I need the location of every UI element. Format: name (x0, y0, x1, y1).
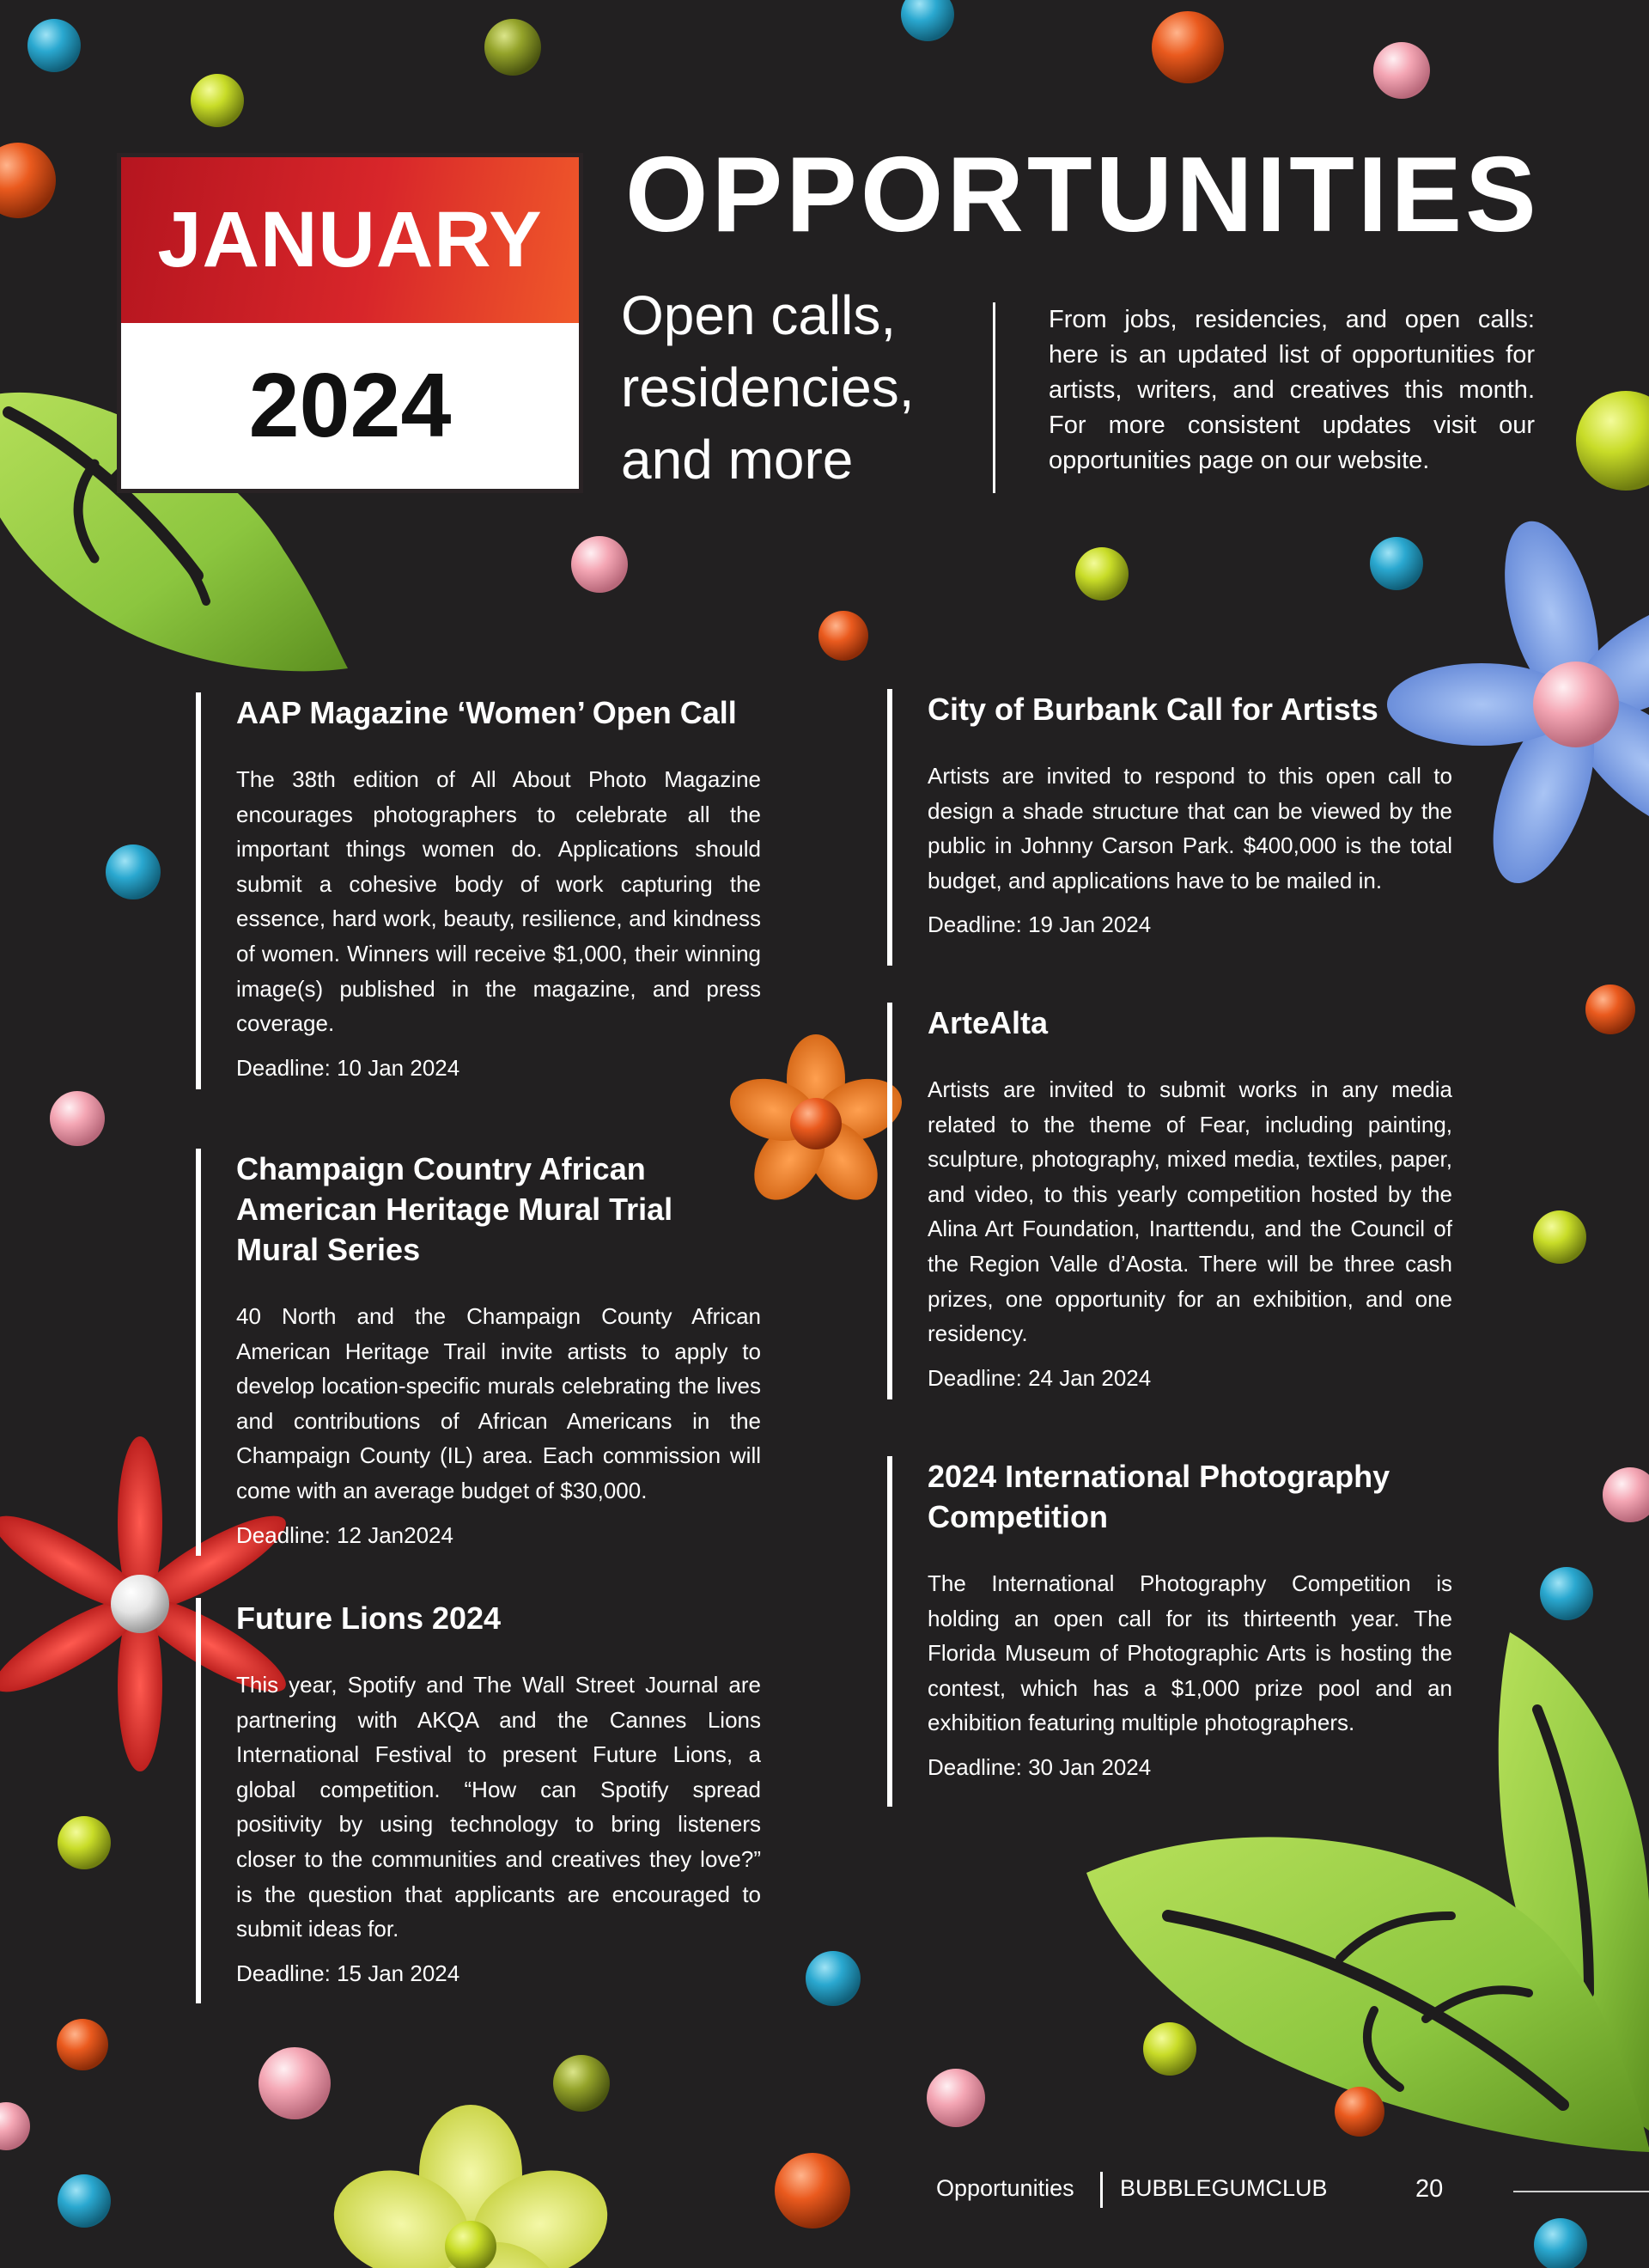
article-champaign-mural (196, 1149, 761, 1556)
article-body: The International Photography Competition is holding an open call for its thirteenth year. The Florida Museum of Photographic Arts is hosting the contest, which has a $1,000 prize pool and an exhibition featuring multiple photographers. (928, 1570, 1452, 1736)
article-deadline: Deadline: 12 Jan2024 (236, 1521, 453, 1548)
article-future-lions (196, 1598, 761, 2003)
article-burbank (887, 689, 1452, 966)
footer-divider (1100, 2172, 1103, 2208)
article-body: Artists are invited to submit works in any media related to the theme of Fear, including painting, sculpture, photography, mixed media, textiles, paper, and video, to this yearly competition hosted by the Alina Art Foundation, Inarttendu, and the Council of the Region Valle d’Aosta. There will be three cash prizes, one opportunity for an exhibition, and one residency. (928, 1076, 1452, 1347)
footer-section-name: Opportunities (936, 2175, 1074, 2201)
footer-rule (1513, 2191, 1649, 2192)
calendar-month: JANUARY (157, 196, 543, 284)
article-heading: ArteAlta (928, 1005, 1049, 1040)
article-body: 40 North and the Champaign County African American Heritage Trail invite artists to apply to develop location-specific murals celebrating the lives and contributions of African Americans in the Champaign County (IL) area. Each commission will come with an average budget of $30,000. (236, 1303, 761, 1503)
calendar-year: 2024 (248, 355, 452, 456)
article-deadline: Deadline: 10 Jan 2024 (236, 1054, 460, 1081)
article-heading: Champaign Country African American Heritage Mural Trial Mural Series (236, 1151, 673, 1267)
calendar-block (117, 153, 583, 493)
footer-brand: BUBBLEGUMCLUB (1120, 2175, 1328, 2201)
page-number: 20 (1415, 2175, 1444, 2203)
article-deadline: Deadline: 30 Jan 2024 (928, 1753, 1152, 1780)
article-artealta (887, 1003, 1452, 1399)
article-heading: Future Lions 2024 (236, 1600, 502, 1636)
article-aap-magazine (196, 692, 761, 1089)
article-intl-photography (887, 1456, 1452, 1807)
page-subtitle: Open calls, residencies, and more (621, 284, 915, 491)
article-deadline: Deadline: 24 Jan 2024 (928, 1364, 1152, 1391)
article-deadline: Deadline: 15 Jan 2024 (236, 1960, 460, 1986)
calendar-month-panel (117, 153, 583, 323)
page-title: OPPORTUNITIES (625, 136, 1540, 254)
article-heading: City of Burbank Call for Artists (928, 692, 1378, 727)
calendar-year-panel (117, 323, 583, 493)
yellow-flower-illustration (320, 2105, 622, 2268)
article-body: The 38th edition of All About Photo Magazine encourages photographers to celebrate all the important things women do. Applications should submit a cohesive body of work capturing the essence, hard work, beauty, resilience, and kindness of women. Winners will receive $1,000, their winning image(s) published in the magazine, and press coverage. (236, 766, 761, 1037)
article-deadline: Deadline: 19 Jan 2024 (928, 911, 1152, 938)
article-heading: AAP Magazine ‘Women’ Open Call (236, 695, 737, 730)
article-body: This year, Spotify and The Wall Street Journal are partnering with AKQA and the Cannes Lions International Festival to present Future Lions, a global competition. “How can Spotify spread positivity by using technology to bring listeners closer to the communities and creatives they love?” is the question that applicants are encouraged to submit ideas for. (236, 1672, 761, 1942)
article-heading: 2024 International Photography Competition (928, 1459, 1390, 1534)
intro-divider (993, 302, 995, 493)
intro-text: From jobs, residencies, and open calls: here is an updated list of opportunities for artists, writers, and creatives this month. For more consistent updates visit our opportunities page on our website. (1049, 306, 1535, 474)
article-body: Artists are invited to respond to this open call to design a shade structure that can be viewed by the public in Johnny Carson Park. $400,000 is the total budget, and applications have to be mailed in. (928, 763, 1452, 893)
